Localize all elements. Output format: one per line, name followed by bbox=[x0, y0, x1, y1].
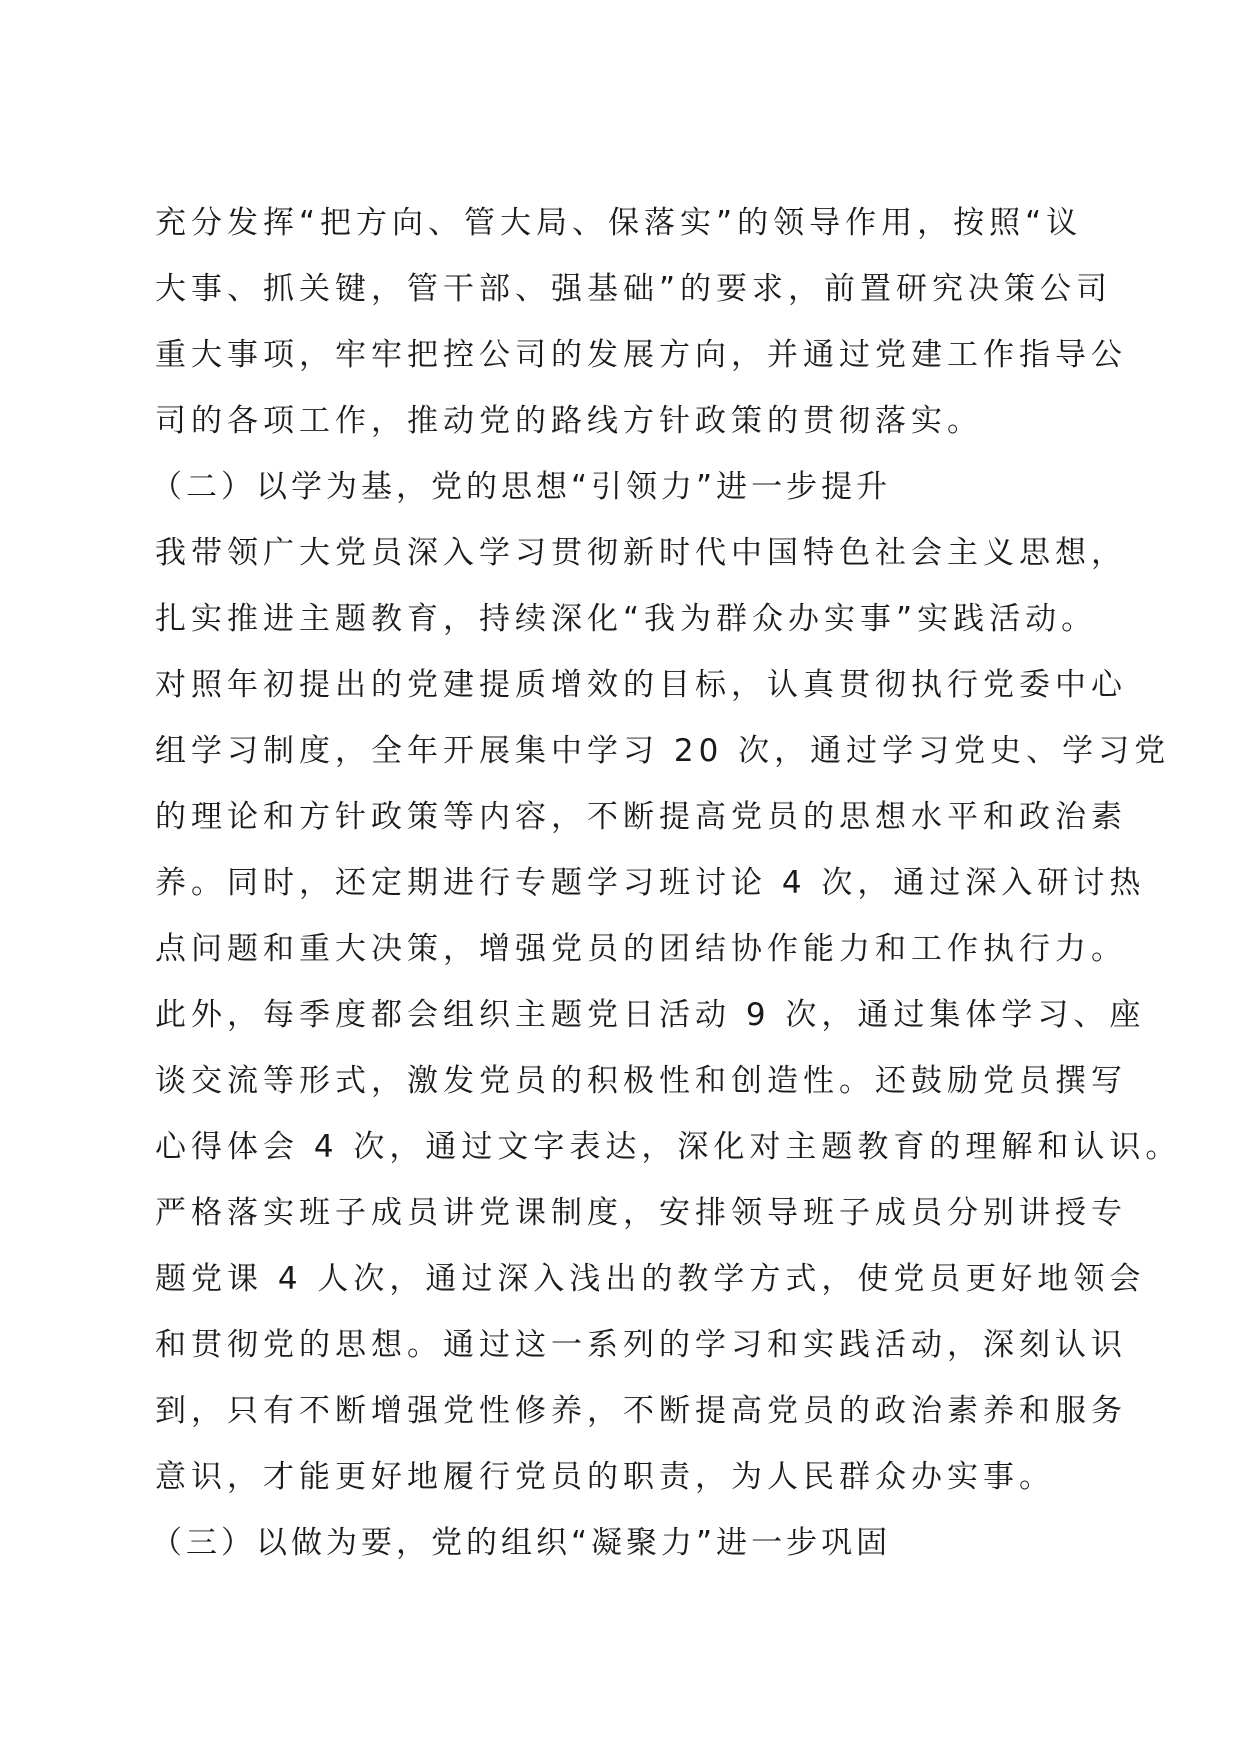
section-2-heading: （二）以学为基，党的思想“引领力”进一步提升 bbox=[151, 469, 892, 505]
paragraph-line: 和贯彻党的思想。通过这一系列的学习和实践活动，深刻认识 bbox=[155, 1327, 1127, 1363]
paragraph-line: 养。同时，还定期进行专题学习班讨论 4 次，通过深入研讨热 bbox=[155, 865, 1146, 901]
paragraph-line: 大事、抓关键，管干部、强基础”的要求，前置研究决策公司 bbox=[155, 271, 1113, 307]
intro-paragraph bbox=[155, 190, 1127, 454]
paragraph-line: 谈交流等形式，激发党员的积极性和创造性。还鼓励党员撰写 bbox=[155, 1063, 1127, 1099]
paragraph-line: 题党课 4 人次，通过深入浅出的教学方式，使党员更好地领会 bbox=[155, 1261, 1146, 1297]
paragraph-line: 对照年初提出的党建提质增效的目标，认真贯彻执行党委中心 bbox=[155, 667, 1127, 703]
paragraph-line: 到，只有不断增强党性修养，不断提高党员的政治素养和服务 bbox=[155, 1393, 1127, 1429]
paragraph-line: 此外，每季度都会组织主题党日活动 9 次，通过集体学习、座 bbox=[155, 997, 1146, 1033]
paragraph-line: 组学习制度，全年开展集中学习 20 次，通过学习党史、学习党 bbox=[155, 733, 1171, 769]
section-3-heading: （三）以做为要，党的组织“凝聚力”进一步巩固 bbox=[151, 1525, 892, 1561]
paragraph-line: 的理论和方针政策等内容，不断提高党员的思想水平和政治素 bbox=[155, 799, 1127, 835]
paragraph-line: 意识，才能更好地履行党员的职责，为人民群众办实事。 bbox=[155, 1459, 1055, 1495]
section-2-paragraph bbox=[155, 520, 1182, 1510]
document-body bbox=[151, 190, 1182, 1576]
paragraph-line: 严格落实班子成员讲党课制度，安排领导班子成员分别讲授专 bbox=[155, 1195, 1127, 1231]
paragraph-line: 点问题和重大决策，增强党员的团结协作能力和工作执行力。 bbox=[155, 931, 1127, 967]
paragraph-line: 重大事项，牢牢把控公司的发展方向，并通过党建工作指导公 bbox=[155, 337, 1127, 373]
paragraph-line: 充分发挥“把方向、管大局、保落实”的领导作用，按照“议 bbox=[155, 205, 1083, 241]
paragraph-line: 我带领广大党员深入学习贯彻新时代中国特色社会主义思想， bbox=[155, 535, 1127, 571]
paragraph-line: 司的各项工作，推动党的路线方针政策的贯彻落实。 bbox=[155, 403, 983, 439]
paragraph-line: 心得体会 4 次，通过文字表达，深化对主题教育的理解和认识。 bbox=[155, 1129, 1182, 1165]
paragraph-line: 扎实推进主题教育，持续深化“我为群众办实事”实践活动。 bbox=[155, 601, 1098, 637]
